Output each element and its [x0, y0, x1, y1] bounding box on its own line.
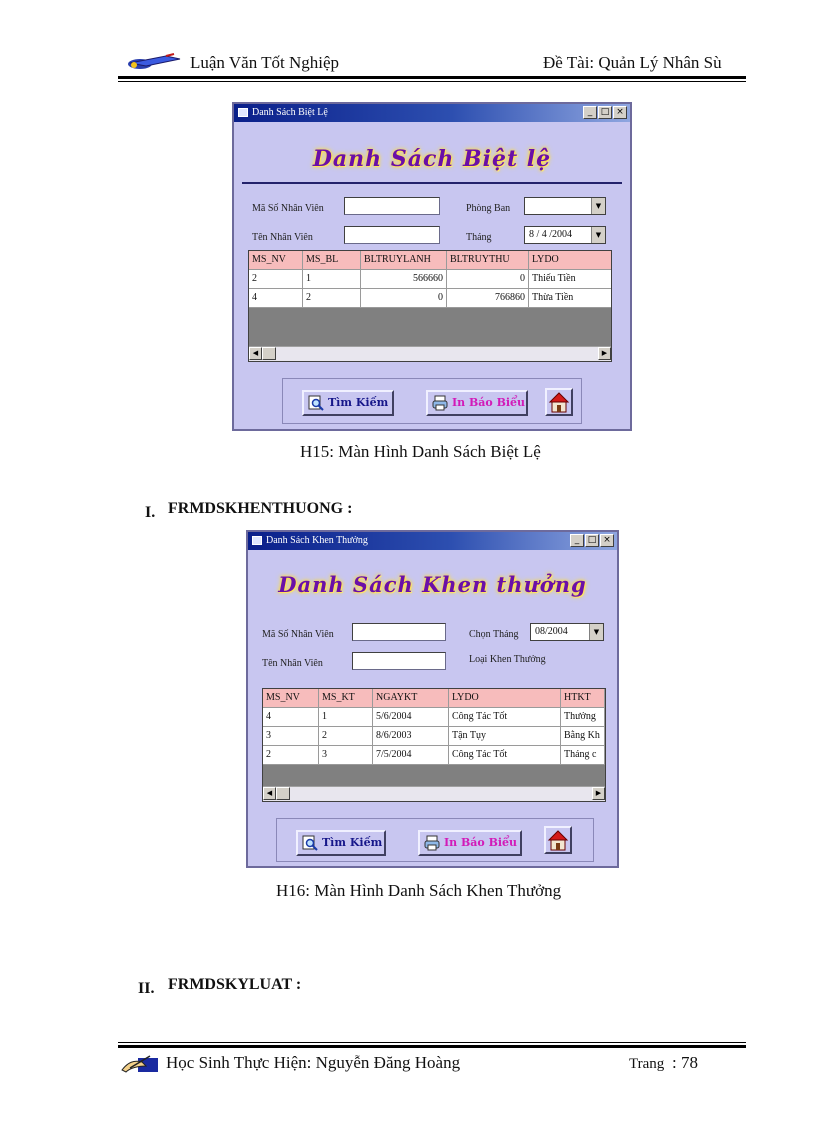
- minimize-button[interactable]: _: [583, 106, 597, 119]
- header-logo-icon: [126, 53, 184, 71]
- scroll-thumb[interactable]: [276, 787, 290, 800]
- table-cell[interactable]: 1: [303, 270, 361, 289]
- column-header[interactable]: HTKT: [561, 689, 605, 708]
- search-button-label: Tìm Kiếm: [328, 396, 389, 409]
- column-header[interactable]: BLTRUYLANH: [361, 251, 447, 270]
- window-titlebar[interactable]: [248, 532, 617, 550]
- scroll-right-icon[interactable]: ▶: [598, 347, 611, 360]
- figure-caption-h15: H15: Màn Hình Danh Sách Biệt Lệ: [300, 442, 541, 461]
- print-button-label: In Báo Biểu: [444, 836, 518, 849]
- app-icon: [238, 108, 248, 117]
- data-grid[interactable]: [248, 250, 612, 362]
- search-button[interactable]: [302, 390, 394, 416]
- window-titlebar[interactable]: [234, 104, 630, 122]
- table-row[interactable]: [263, 708, 605, 727]
- dropdown-arrow-icon[interactable]: ▼: [591, 198, 605, 214]
- section-number: I.: [145, 504, 156, 521]
- label-chon-thang: Chọn Tháng: [469, 629, 519, 640]
- column-header[interactable]: MS_BL: [303, 251, 361, 270]
- data-grid[interactable]: [262, 688, 606, 802]
- table-row[interactable]: [249, 270, 612, 289]
- table-cell[interactable]: 2: [263, 746, 319, 765]
- table-cell[interactable]: 7/5/2004: [373, 746, 449, 765]
- printer-icon: [432, 395, 448, 411]
- home-button[interactable]: [545, 388, 573, 416]
- window-danh-sach-biet-le: [232, 102, 632, 431]
- table-cell[interactable]: 5/6/2004: [373, 708, 449, 727]
- dropdown-arrow-icon[interactable]: ▼: [589, 624, 603, 640]
- ten-nhan-vien-input[interactable]: [352, 652, 446, 670]
- ma-so-nhan-vien-input[interactable]: [344, 197, 440, 215]
- label-ten-nhan-vien: Tên Nhân Viên: [252, 232, 313, 243]
- search-button[interactable]: [296, 830, 386, 856]
- table-cell[interactable]: Thừa Tiền: [529, 289, 612, 308]
- header-rule-thick: [118, 76, 746, 79]
- table-cell[interactable]: 3: [263, 727, 319, 746]
- table-cell[interactable]: Thưởng: [561, 708, 605, 727]
- table-cell[interactable]: 766860: [447, 289, 529, 308]
- label-phong-ban: Phòng Ban: [466, 203, 511, 214]
- column-header[interactable]: LYDO: [529, 251, 612, 270]
- horizontal-scrollbar[interactable]: [249, 346, 611, 361]
- table-cell[interactable]: 4: [249, 289, 303, 308]
- footer-author-text: Học Sinh Thực Hiện: Nguyễn Đăng Hoàng: [166, 1053, 461, 1072]
- table-cell[interactable]: Công Tác Tốt: [449, 708, 561, 727]
- heading-divider: [242, 182, 622, 184]
- column-header[interactable]: NGAYKT: [373, 689, 449, 708]
- label-ma-so-nhan-vien: Mã Số Nhân Viên: [262, 629, 334, 640]
- close-button[interactable]: ×: [600, 534, 614, 547]
- scroll-left-icon[interactable]: ◀: [263, 787, 276, 800]
- table-cell[interactable]: Bằng Kh: [561, 727, 605, 746]
- footer-page-number: : 78: [672, 1053, 698, 1072]
- label-ma-so-nhan-vien: Mã Số Nhân Viên: [252, 203, 324, 214]
- column-header[interactable]: LYDO: [449, 689, 561, 708]
- window-title: Danh Sách Khen Thưởng: [266, 535, 368, 546]
- table-cell[interactable]: 8/6/2003: [373, 727, 449, 746]
- scroll-right-icon[interactable]: ▶: [592, 787, 605, 800]
- scroll-left-icon[interactable]: ◀: [249, 347, 262, 360]
- table-cell[interactable]: 1: [319, 708, 373, 727]
- print-report-button[interactable]: [418, 830, 522, 856]
- scroll-thumb[interactable]: [262, 347, 276, 360]
- ma-so-nhan-vien-input[interactable]: [352, 623, 446, 641]
- horizontal-scrollbar[interactable]: [263, 786, 605, 801]
- table-cell[interactable]: Tận Tụy: [449, 727, 561, 746]
- search-button-label: Tìm Kiếm: [322, 836, 383, 849]
- print-report-button[interactable]: [426, 390, 528, 416]
- home-button[interactable]: [544, 826, 572, 854]
- chon-thang-value: 08/2004: [535, 626, 568, 637]
- table-cell[interactable]: 0: [361, 289, 447, 308]
- dropdown-arrow-icon[interactable]: ▼: [591, 227, 605, 243]
- table-cell[interactable]: Thiếu Tiền: [529, 270, 612, 289]
- table-row[interactable]: [263, 746, 605, 765]
- form-heading: Danh Sách Biệt lệ: [312, 146, 552, 172]
- table-cell[interactable]: 2: [303, 289, 361, 308]
- window-danh-sach-khen-thuong: [246, 530, 619, 868]
- table-cell[interactable]: 2: [319, 727, 373, 746]
- table-row[interactable]: [249, 289, 612, 308]
- footer-rule-thin: [118, 1042, 746, 1043]
- footer-hand-writing-icon: [120, 1052, 160, 1074]
- phong-ban-select[interactable]: [524, 197, 606, 215]
- label-loai-khen-thuong: Loại Khen Thưởng: [469, 654, 546, 665]
- form-heading: Danh Sách Khen thưởng: [278, 572, 587, 597]
- column-header[interactable]: MS_NV: [249, 251, 303, 270]
- window-title: Danh Sách Biệt Lệ: [252, 107, 328, 118]
- ten-nhan-vien-input[interactable]: [344, 226, 440, 244]
- search-icon: [308, 395, 324, 411]
- column-header[interactable]: MS_KT: [319, 689, 373, 708]
- table-cell[interactable]: 0: [447, 270, 529, 289]
- chon-thang-select[interactable]: [530, 623, 604, 641]
- column-header[interactable]: MS_NV: [263, 689, 319, 708]
- minimize-button[interactable]: _: [570, 534, 584, 547]
- table-cell[interactable]: 2: [249, 270, 303, 289]
- maximize-button[interactable]: □: [598, 106, 612, 119]
- thang-value: 8 / 4 /2004: [529, 229, 573, 240]
- print-button-label: In Báo Biểu: [452, 396, 526, 409]
- maximize-button[interactable]: □: [585, 534, 599, 547]
- search-icon: [302, 835, 318, 851]
- printer-icon: [424, 835, 440, 851]
- app-icon: [252, 536, 262, 545]
- section-title: FRMDSKYLUAT :: [168, 976, 302, 993]
- close-button[interactable]: ×: [613, 106, 627, 119]
- label-thang: Tháng: [466, 232, 492, 243]
- column-header[interactable]: BLTRUYTHU: [447, 251, 529, 270]
- label-ten-nhan-vien: Tên Nhân Viên: [262, 658, 323, 669]
- figure-caption-h16: H16: Màn Hình Danh Sách Khen Thưởng: [276, 881, 562, 900]
- thang-select[interactable]: [524, 226, 606, 244]
- header-rule-thin: [118, 81, 746, 82]
- table-cell[interactable]: 566660: [361, 270, 447, 289]
- home-icon: [546, 828, 570, 852]
- grid-header-row: [263, 689, 605, 708]
- section-number: II.: [138, 980, 155, 997]
- footer-rule-thick: [118, 1045, 746, 1048]
- table-cell[interactable]: 4: [263, 708, 319, 727]
- grid-header-row: [249, 251, 612, 270]
- header-right-text: Đề Tài: Quản Lý Nhân Sù: [543, 53, 722, 72]
- table-cell[interactable]: Tháng c: [561, 746, 605, 765]
- table-row[interactable]: [263, 727, 605, 746]
- footer-page-label: Trang: [629, 1056, 665, 1072]
- table-cell[interactable]: 3: [319, 746, 373, 765]
- section-title: FRMDSKHENTHUONG :: [168, 500, 353, 517]
- table-cell[interactable]: Công Tác Tốt: [449, 746, 561, 765]
- home-icon: [547, 390, 571, 414]
- header-left-text: Luận Văn Tốt Nghiệp: [190, 53, 340, 72]
